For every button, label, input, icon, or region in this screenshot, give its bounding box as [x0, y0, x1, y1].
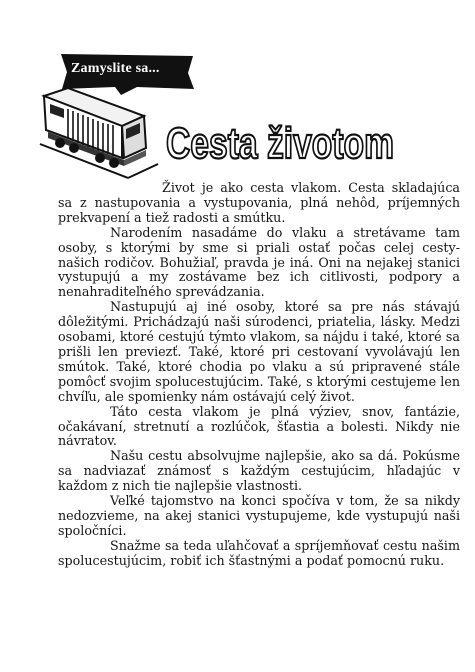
badge-label: Zamyslite sa... — [71, 61, 160, 76]
article-body — [58, 181, 460, 569]
paragraph: Táto cesta vlakom je plná výziev, snov, fantázie, očakávaní, stretnutí a rozlúčok, šťastia a bolesti. Nikdy nie návratov. — [58, 403, 460, 449]
page-title — [162, 110, 402, 172]
title-text: Cesta životom — [166, 119, 394, 168]
paragraph: Našu cestu absolvujme najlepšie, ako sa dá. Pokúsme sa nadviazať známosť s každým cestujúcim, hľadajúc v každom z nich tie najlepšie vlastnosti. — [58, 448, 460, 494]
paragraph: Narodením nasadáme do vlaku a stretávame tam osoby, s ktorými by sme si priali ostať počas celej cesty- našich rodičov. Bohužiaľ, pravda je iná. Oni na nejakej stanici vystupujú a my zostávame bez ich citlivosti, podpory a nenahraditeľného sprevádzania. — [58, 224, 460, 300]
paragraph: Nastupujú aj iné osoby, ktoré sa pre nás stávajú dôležitými. Prichádzajú naši súrodenci, priatelia, lásky. Medzi osobami, ktoré cestujú týmto vlakom, sa nájdu i také, ktoré sa prišli len previezť. Také, ktoré pri cestovaní vyvolávajú len smútok. Také, ktoré chodia po vlaku a sú pripravené stále pomôcť svojim spolucestujúcim. Také, s ktorými cestujeme len chvíľu, ale spomienky nám ostávajú celý život. — [58, 299, 460, 404]
paragraph: Snažme sa teda uľahčovať a spríjemňovať cestu našim spolucestujúcim, robiť ich šťastnými a podať pomocnú ruku. — [58, 537, 460, 568]
paragraph: Život je ako cesta vlakom. Cesta skladajúca sa z nastupovania a vystupovania, plná nehôd, príjemných prekvapení a tiež radosti a smútku. — [58, 180, 460, 225]
locomotive-icon — [38, 86, 162, 182]
paragraph: Veľké tajomstvo na konci spočíva v tom, že sa nikdy nedozvieme, na akej stanici vystupujeme, kde vystupujú naši spoločníci. — [58, 493, 460, 538]
